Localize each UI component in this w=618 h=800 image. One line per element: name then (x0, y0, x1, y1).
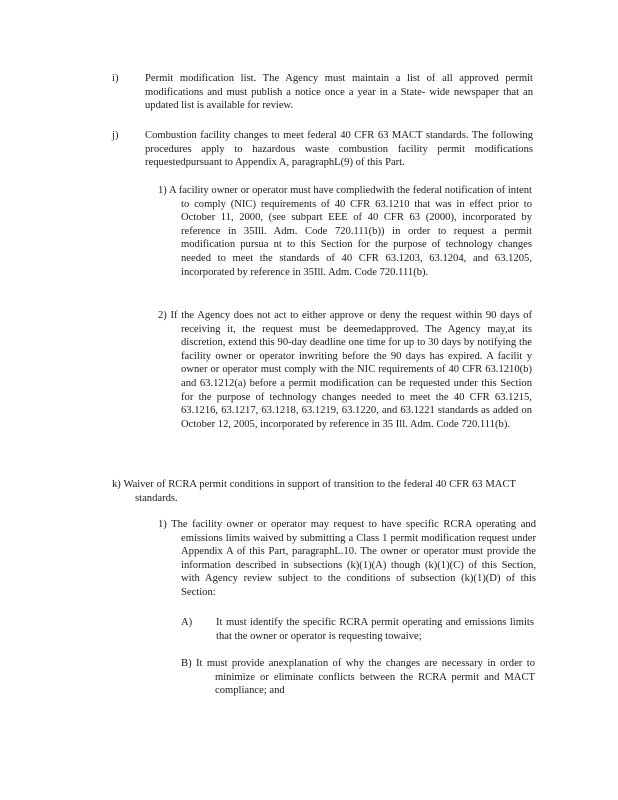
item-k-1-b: B) It must provide anexplanation of why the changes are necessary in order to minimize or eliminate conflicts between the RCRA permit and MACT compliance; and (181, 658, 535, 697)
item-i-label: i) (112, 73, 119, 84)
item-j-1: 1) A facility owner or operator must have compliedwith the federal notification of intent to comply (NIC) requirements of 40 CFR 63.1210 that was in effect prior to October 11, 2000, (see subpart EEE of 40 CFR 63 (2000), incorporated by reference in 35Ill. Adm. Code 720.111(b)) in order to request a permit modification pursua nt to this Section for the purpose of technology changes needed to meet the standards of 40 CFR 63.1203, 63.1204, and 63.1205, incorporated by reference in 35Ill. Adm. Code 720.111(b). (158, 185, 532, 278)
item-j-label: j) (112, 130, 119, 141)
item-k-1-a-label: A) (181, 617, 193, 628)
item-k: k) Waiver of RCRA permit conditions in support of transition to the federal 40 CFR 63 MACT standards. (112, 479, 516, 504)
item-i-text: Permit modification list. The Agency must maintain a list of all approved permit modifications and must publish a notice once a year in a State- wide newspaper that an updated list is available for review. (145, 73, 533, 112)
item-k-1: 1) The facility owner or operator may request to have specific RCRA operating and emissions limits waived by submitting a Class 1 permit modification request under Appendix A of this Part, paragraphL.10. The owner or operator must provide the information described in subsections (k)(1)(A) though (k)(1)(C) of this Section, with Agency review subject to the conditions of subsection (k)(1)(D) of this Section: (158, 519, 536, 598)
item-j-2: 2) If the Agency does not act to either approve or deny the request within 90 days of receiving it, the request must be deemedapproved. The Agency may,at its discretion, extend this 90-day deadline one time for up to 30 days by notifying the facility owner or operator inwriting before the 90 days has expired. A facilit y owner or operator must comply with the NIC requirements of 40 CFR 63.1210(b) and 63.1212(a) before a permit modification can be requested under this Section for the purpose of technology changes needed to meet the 40 CFR 63.1215, 63.1216, 63.1217, 63.1218, 63.1219, 63.1220, and 63.1221 standards as added on October 12, 2005, incorporated by reference in 35 Ill. Adm. Code 720.111(b). (158, 310, 532, 430)
item-k-1-a-text: It must identify the specific RCRA permit operating and emissions limits that the owner or operator is requesting towaive; (216, 617, 534, 642)
item-j-text: Combustion facility changes to meet federal 40 CFR 63 MACT standards. The following procedures apply to hazardous waste combustion facility permit modifications requestedpursuant to Appendix A, paragraphL(9) of this Part. (145, 130, 533, 169)
